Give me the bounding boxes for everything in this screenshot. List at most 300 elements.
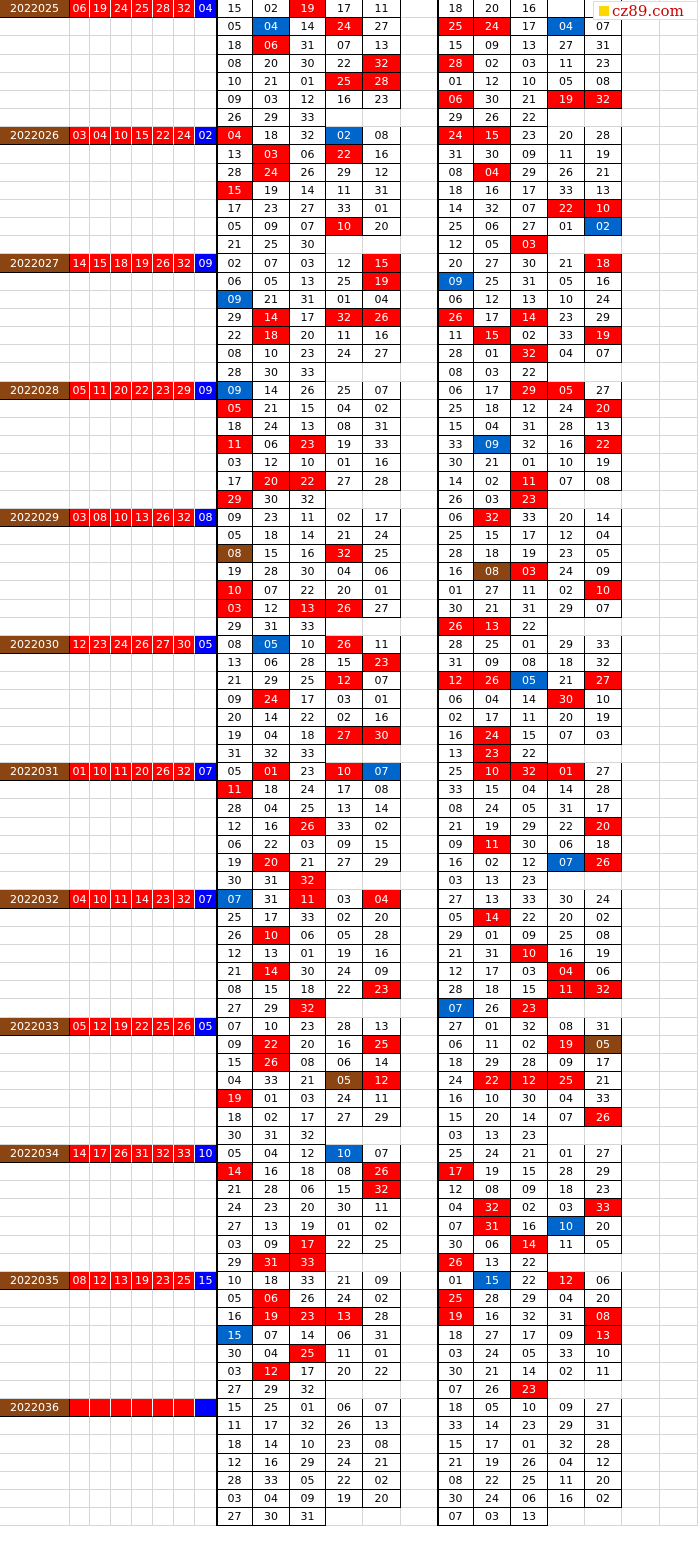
right-number-cell: 31	[585, 36, 622, 55]
left-number-cell: 23	[253, 1199, 290, 1217]
left-number-cell: 05	[217, 18, 253, 36]
draw-red-ball: 26	[111, 1145, 132, 1163]
draw-red-ball: 01	[70, 763, 90, 781]
grid-cell	[90, 1490, 111, 1508]
right-number-cell: 20	[438, 254, 474, 273]
left-number-cell: 01	[253, 1090, 290, 1108]
right-number-cell: 22	[511, 909, 548, 927]
right-number-cell: 09	[511, 145, 548, 164]
grid-cell	[195, 1254, 217, 1272]
grid-cell	[70, 363, 90, 382]
grid-cell	[70, 1163, 90, 1181]
right-number-cell: 27	[548, 36, 585, 55]
left-number-cell: 17	[290, 1236, 326, 1254]
draw-blue-ball: 10	[195, 1145, 217, 1163]
grid-cell	[132, 182, 153, 200]
grid-cell	[0, 1454, 70, 1472]
grid-cell	[0, 709, 70, 727]
grid-cell	[153, 400, 174, 418]
left-number-cell: 16	[253, 1163, 290, 1181]
left-number-cell: 07	[253, 254, 290, 273]
right-number-cell: 31	[438, 145, 474, 164]
right-number-cell: 23	[511, 872, 548, 890]
right-number-cell: 23	[548, 545, 585, 563]
grid-cell	[401, 1345, 438, 1363]
grid-cell	[174, 654, 195, 672]
draw-red-ball: 19	[90, 0, 111, 18]
left-number-cell: 06	[217, 273, 253, 291]
left-number-cell: 11	[217, 1417, 253, 1435]
left-number-cell: 30	[290, 963, 326, 981]
grid-cell	[90, 182, 111, 200]
grid-cell	[0, 18, 70, 36]
grid-cell	[622, 73, 660, 91]
grid-cell	[174, 1454, 195, 1472]
grid-cell	[660, 182, 698, 200]
left-number-cell: 07	[363, 1145, 401, 1163]
left-number-cell: 01	[363, 690, 401, 709]
right-number-cell: 17	[511, 182, 548, 200]
right-number-cell: 01	[511, 636, 548, 654]
right-number-cell: 32	[511, 436, 548, 454]
grid-cell	[326, 618, 363, 636]
right-number-cell: 17	[474, 1435, 511, 1454]
right-number-cell: 22	[585, 436, 622, 454]
left-number-cell: 10	[290, 454, 326, 472]
left-number-cell: 01	[290, 945, 326, 963]
grid-cell	[132, 1472, 153, 1490]
grid-cell	[660, 327, 698, 345]
issue-number: 2022026	[0, 127, 70, 145]
right-number-cell: 05	[548, 382, 585, 400]
left-number-cell: 01	[326, 1217, 363, 1236]
left-number-cell: 13	[363, 1417, 401, 1435]
right-number-cell: 04	[548, 1454, 585, 1472]
draw-red-ball: 04	[70, 890, 90, 909]
grid-cell	[363, 363, 401, 382]
grid-cell	[660, 491, 698, 509]
grid-cell	[622, 509, 660, 527]
grid-cell	[111, 36, 132, 55]
right-number-cell: 17	[511, 18, 548, 36]
right-number-cell: 13	[585, 1326, 622, 1345]
right-number-cell: 12	[585, 1454, 622, 1472]
grid-cell	[153, 1090, 174, 1108]
grid-cell	[195, 1163, 217, 1181]
left-number-cell: 08	[217, 345, 253, 363]
left-number-cell: 03	[326, 890, 363, 909]
grid-cell	[132, 145, 153, 164]
left-number-cell: 10	[253, 1018, 290, 1036]
grid-cell	[111, 491, 132, 509]
grid-cell	[153, 581, 174, 600]
left-number-cell: 18	[253, 127, 290, 145]
left-number-cell: 29	[217, 618, 253, 636]
left-number-cell: 16	[363, 145, 401, 164]
draw-blue-ball: 09	[195, 382, 217, 400]
grid-cell	[401, 1181, 438, 1199]
left-number-cell: 09	[217, 690, 253, 709]
right-number-cell: 30	[474, 145, 511, 164]
grid-cell	[0, 472, 70, 491]
grid-cell	[0, 273, 70, 291]
issue-number: 2022025	[0, 0, 70, 18]
grid-cell	[401, 273, 438, 291]
grid-cell	[132, 1345, 153, 1363]
grid-cell	[90, 799, 111, 818]
right-number-cell: 32	[585, 981, 622, 999]
right-number-cell: 08	[548, 1018, 585, 1036]
left-number-cell: 20	[290, 1036, 326, 1054]
right-number-cell: 28	[548, 1163, 585, 1181]
grid-cell	[401, 1272, 438, 1290]
right-number-cell: 13	[474, 890, 511, 909]
grid-cell	[153, 963, 174, 981]
draw-blue-ball: 07	[195, 763, 217, 781]
right-number-cell: 24	[438, 127, 474, 145]
draw-red-ball	[70, 1399, 90, 1417]
left-number-cell: 29	[326, 164, 363, 182]
grid-cell	[401, 1254, 438, 1272]
left-number-cell: 04	[217, 1072, 253, 1090]
grid-cell	[195, 218, 217, 236]
grid-cell	[90, 672, 111, 690]
left-number-cell: 33	[290, 109, 326, 127]
left-number-cell: 28	[217, 164, 253, 182]
right-number-cell: 07	[548, 1108, 585, 1127]
left-number-cell: 22	[326, 1236, 363, 1254]
grid-cell	[401, 654, 438, 672]
grid-cell	[195, 236, 217, 254]
grid-cell	[660, 745, 698, 763]
left-number-cell: 06	[253, 654, 290, 672]
right-number-cell: 10	[511, 945, 548, 963]
left-number-cell: 29	[363, 854, 401, 872]
grid-cell	[401, 164, 438, 182]
grid-cell	[153, 1236, 174, 1254]
grid-cell	[90, 309, 111, 327]
grid-cell	[195, 327, 217, 345]
grid-cell	[90, 545, 111, 563]
grid-cell	[660, 1072, 698, 1090]
grid-cell	[195, 1036, 217, 1054]
grid-cell	[111, 927, 132, 945]
right-number-cell: 19	[585, 945, 622, 963]
grid-cell	[90, 36, 111, 55]
right-number-cell: 06	[585, 1272, 622, 1290]
grid-cell	[0, 945, 70, 963]
left-number-cell: 25	[363, 1236, 401, 1254]
grid-cell	[174, 218, 195, 236]
grid-cell	[401, 1454, 438, 1472]
right-number-cell: 07	[585, 345, 622, 363]
left-number-cell: 06	[326, 1054, 363, 1072]
grid-cell	[111, 1036, 132, 1054]
left-number-cell: 10	[217, 581, 253, 600]
grid-cell	[111, 909, 132, 927]
right-number-cell: 25	[474, 273, 511, 291]
right-number-cell: 30	[548, 690, 585, 709]
right-number-cell: 05	[548, 273, 585, 291]
left-number-cell: 32	[363, 1181, 401, 1199]
grid-cell	[90, 1108, 111, 1127]
left-number-cell: 05	[326, 927, 363, 945]
right-number-cell: 03	[511, 563, 548, 581]
grid-cell	[90, 55, 111, 73]
grid-cell	[622, 600, 660, 618]
grid-cell	[195, 145, 217, 164]
grid-cell	[153, 818, 174, 836]
grid-cell	[401, 745, 438, 763]
left-number-cell: 04	[253, 1345, 290, 1363]
draw-blue-ball	[195, 1399, 217, 1417]
grid-cell	[622, 1363, 660, 1381]
grid-cell	[90, 690, 111, 709]
right-number-cell: 29	[548, 1417, 585, 1435]
left-number-cell: 05	[217, 527, 253, 545]
grid-cell	[90, 1036, 111, 1054]
grid-cell	[660, 1472, 698, 1490]
left-number-cell: 18	[290, 981, 326, 999]
left-number-cell: 27	[217, 1508, 253, 1526]
left-number-cell: 24	[326, 345, 363, 363]
grid-cell	[401, 182, 438, 200]
grid-cell	[153, 1381, 174, 1399]
grid-cell	[622, 182, 660, 200]
right-number-cell: 18	[585, 254, 622, 273]
grid-cell	[622, 1308, 660, 1326]
left-number-cell: 04	[326, 400, 363, 418]
grid-cell	[660, 363, 698, 382]
left-number-cell: 22	[290, 472, 326, 491]
grid-cell	[0, 727, 70, 745]
grid-cell	[660, 309, 698, 327]
left-number-cell: 02	[326, 909, 363, 927]
grid-cell	[153, 600, 174, 618]
grid-cell	[660, 36, 698, 55]
right-number-cell: 17	[585, 1054, 622, 1072]
left-number-cell: 09	[217, 91, 253, 109]
left-number-cell: 08	[217, 55, 253, 73]
right-number-cell: 33	[511, 509, 548, 527]
grid-cell	[111, 1508, 132, 1526]
grid-cell	[70, 1435, 90, 1454]
grid-cell	[111, 291, 132, 309]
draw-red-ball: 32	[174, 254, 195, 273]
grid-cell	[0, 1072, 70, 1090]
left-number-cell: 04	[217, 127, 253, 145]
right-number-cell: 08	[585, 927, 622, 945]
grid-cell	[132, 327, 153, 345]
grid-cell	[174, 145, 195, 164]
grid-cell	[174, 999, 195, 1018]
right-number-cell: 27	[585, 1145, 622, 1163]
grid-cell	[401, 1236, 438, 1254]
grid-cell	[0, 55, 70, 73]
grid-cell	[660, 1217, 698, 1236]
left-number-cell: 02	[326, 127, 363, 145]
right-number-cell: 16	[511, 1217, 548, 1236]
left-number-cell: 05	[217, 1290, 253, 1308]
left-number-cell: 28	[290, 654, 326, 672]
right-number-cell: 22	[511, 1254, 548, 1272]
left-number-cell: 03	[217, 1490, 253, 1508]
left-number-cell: 22	[217, 327, 253, 345]
grid-cell	[0, 672, 70, 690]
grid-cell	[174, 1090, 195, 1108]
draw-red-ball: 13	[132, 509, 153, 527]
grid-cell	[401, 854, 438, 872]
draw-red-ball: 26	[153, 509, 174, 527]
grid-cell	[660, 418, 698, 436]
left-number-cell: 31	[253, 618, 290, 636]
grid-cell	[111, 690, 132, 709]
grid-cell	[0, 581, 70, 600]
grid-cell	[70, 345, 90, 363]
grid-cell	[111, 1308, 132, 1326]
right-number-cell: 24	[585, 291, 622, 309]
left-number-cell: 06	[253, 1290, 290, 1308]
grid-cell	[90, 1417, 111, 1435]
grid-cell	[90, 872, 111, 890]
grid-cell	[111, 600, 132, 618]
grid-cell	[111, 945, 132, 963]
grid-cell	[90, 1290, 111, 1308]
right-number-cell: 26	[438, 491, 474, 509]
grid-cell	[585, 745, 622, 763]
right-number-cell: 22	[511, 1272, 548, 1290]
grid-cell	[174, 1381, 195, 1399]
right-number-cell: 19	[548, 1036, 585, 1054]
grid-cell	[622, 854, 660, 872]
right-number-cell: 04	[548, 1290, 585, 1308]
right-number-cell: 31	[474, 1217, 511, 1236]
grid-cell	[70, 1290, 90, 1308]
left-number-cell: 33	[290, 618, 326, 636]
grid-cell	[622, 1072, 660, 1090]
right-number-cell: 26	[511, 1454, 548, 1472]
draw-red-ball: 14	[132, 890, 153, 909]
grid-cell	[132, 1381, 153, 1399]
right-number-cell: 23	[511, 491, 548, 509]
left-number-cell: 01	[290, 1399, 326, 1417]
grid-cell	[90, 400, 111, 418]
grid-cell	[585, 999, 622, 1018]
grid-cell	[70, 18, 90, 36]
grid-cell	[174, 327, 195, 345]
left-number-cell: 02	[253, 0, 290, 18]
grid-cell	[132, 527, 153, 545]
left-number-cell: 32	[326, 545, 363, 563]
right-number-cell: 13	[511, 36, 548, 55]
right-number-cell: 10	[474, 763, 511, 781]
left-number-cell: 26	[217, 109, 253, 127]
grid-cell	[153, 781, 174, 799]
right-number-cell: 18	[548, 1181, 585, 1199]
grid-cell	[0, 745, 70, 763]
right-number-cell: 06	[474, 1236, 511, 1254]
right-number-cell: 23	[511, 1127, 548, 1145]
grid-cell	[660, 1090, 698, 1108]
left-number-cell: 06	[253, 36, 290, 55]
grid-cell	[326, 999, 363, 1018]
left-number-cell: 30	[217, 1345, 253, 1363]
left-number-cell: 09	[217, 1036, 253, 1054]
right-number-cell: 10	[585, 1345, 622, 1363]
grid-cell	[111, 73, 132, 91]
left-number-cell: 31	[290, 1508, 326, 1526]
grid-cell	[660, 73, 698, 91]
right-number-cell: 23	[585, 1181, 622, 1199]
draw-red-ball	[174, 1399, 195, 1417]
left-number-cell: 26	[290, 382, 326, 400]
grid-cell	[660, 654, 698, 672]
grid-cell	[90, 1236, 111, 1254]
left-number-cell: 02	[253, 1108, 290, 1127]
grid-cell	[174, 1127, 195, 1145]
grid-cell	[0, 327, 70, 345]
grid-cell	[401, 600, 438, 618]
grid-cell	[174, 1199, 195, 1217]
left-number-cell: 21	[290, 854, 326, 872]
grid-cell	[174, 436, 195, 454]
left-number-cell: 08	[217, 981, 253, 999]
left-number-cell: 07	[253, 1326, 290, 1345]
left-number-cell: 17	[253, 1417, 290, 1435]
right-number-cell: 02	[585, 218, 622, 236]
left-number-cell: 30	[217, 872, 253, 890]
left-number-cell: 28	[363, 73, 401, 91]
right-number-cell: 26	[474, 109, 511, 127]
grid-cell	[195, 727, 217, 745]
left-number-cell: 31	[363, 418, 401, 436]
grid-cell	[153, 109, 174, 127]
right-number-cell: 19	[438, 1308, 474, 1326]
left-number-cell: 19	[326, 436, 363, 454]
grid-cell	[401, 545, 438, 563]
left-number-cell: 10	[290, 1435, 326, 1454]
grid-cell	[660, 55, 698, 73]
draw-red-ball: 23	[153, 1272, 174, 1290]
right-number-cell: 21	[511, 1145, 548, 1163]
right-number-cell: 18	[438, 1054, 474, 1072]
grid-cell	[622, 1108, 660, 1127]
grid-cell	[401, 1127, 438, 1145]
grid-cell	[401, 909, 438, 927]
left-number-cell: 32	[290, 999, 326, 1018]
draw-red-ball: 15	[90, 254, 111, 273]
grid-cell	[401, 563, 438, 581]
left-number-cell: 33	[290, 363, 326, 382]
right-number-cell: 09	[474, 436, 511, 454]
grid-cell	[90, 164, 111, 182]
right-number-cell: 14	[511, 1363, 548, 1381]
grid-cell	[70, 1127, 90, 1145]
grid-cell	[70, 563, 90, 581]
grid-cell	[153, 545, 174, 563]
grid-cell	[548, 1254, 585, 1272]
grid-cell	[70, 236, 90, 254]
left-number-cell: 04	[253, 799, 290, 818]
grid-cell	[195, 472, 217, 491]
left-number-cell: 21	[217, 672, 253, 690]
draw-red-ball: 26	[153, 763, 174, 781]
right-number-cell: 15	[438, 1108, 474, 1127]
grid-cell	[132, 363, 153, 382]
grid-cell	[70, 818, 90, 836]
grid-cell	[401, 672, 438, 690]
grid-cell	[174, 1308, 195, 1326]
